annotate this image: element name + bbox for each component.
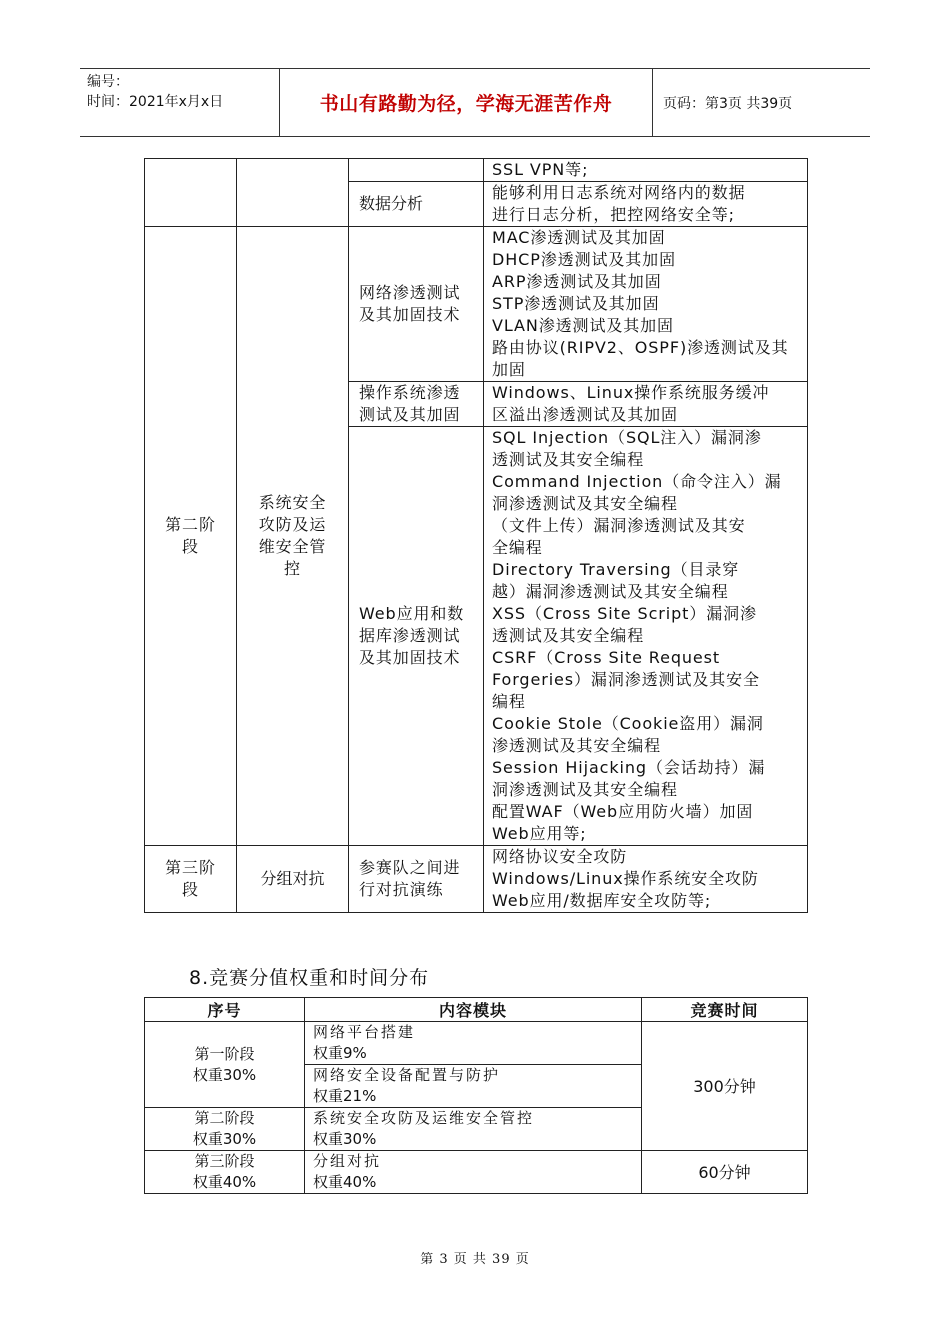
- topic-cell-empty: [237, 159, 349, 227]
- stage-weight: 权重40%: [192, 1173, 257, 1191]
- content-line: VLAN渗透测试及其加固: [492, 316, 674, 335]
- section-title: 8.竞赛分值权重和时间分布: [189, 967, 430, 989]
- module-label: 操作系统渗透测试及其加固: [359, 383, 461, 424]
- stage-cell: [145, 846, 237, 913]
- topic-cell: [237, 227, 349, 846]
- stage-label: 第二阶段: [165, 515, 216, 556]
- content-cell: [484, 382, 808, 427]
- table-header-row: [145, 998, 808, 1022]
- content-line: CSRF（Cross Site Request: [492, 648, 721, 667]
- stage-cell: [145, 1151, 305, 1194]
- time-cell: 300分钟: [642, 1022, 808, 1151]
- content-line: MAC渗透测试及其加固: [492, 228, 666, 247]
- module-cell: [305, 1108, 642, 1151]
- stage-cell-empty: [145, 159, 237, 227]
- content-line: Windows、Linux操作系统服务缓冲: [492, 383, 770, 402]
- content-line: 渗透测试及其安全编程: [492, 736, 662, 755]
- module-cell: [305, 1022, 642, 1065]
- module-cell: [349, 227, 484, 382]
- content-line: Directory Traversing（目录穿: [492, 560, 740, 579]
- content-line: 越）漏洞渗透测试及其安全编程: [492, 582, 729, 601]
- content-line: 进行日志分析，把控网络安全等;: [492, 205, 735, 224]
- module-label: Web应用和数据库渗透测试及其加固技术: [359, 604, 465, 667]
- module-cell-empty: [349, 159, 484, 182]
- module-name: 网络安全设备配置与防护: [313, 1066, 501, 1084]
- col-header-time: 竞赛时间: [642, 998, 808, 1022]
- content-line: 透测试及其安全编程: [492, 450, 645, 469]
- stage-weight: 权重30%: [192, 1065, 257, 1084]
- header-page-info: 页码：第3页 共39页: [663, 95, 793, 112]
- module-label: 网络渗透测试及其加固技术: [359, 283, 461, 324]
- content-cell: [484, 227, 808, 382]
- module-cell: [349, 382, 484, 427]
- content-line: Web应用/数据库安全攻防等;: [492, 891, 712, 910]
- content-line: Session Hijacking（会话劫持）漏: [492, 758, 766, 777]
- stage-weight: 权重30%: [192, 1130, 257, 1148]
- content-cell: [484, 846, 808, 913]
- content-line: 洞渗透测试及其安全编程: [492, 494, 678, 513]
- header-meta: [80, 69, 280, 136]
- content-cell: [484, 182, 808, 227]
- module-name: 网络平台搭建: [313, 1023, 416, 1041]
- module-cell: [349, 427, 484, 846]
- content-line: 透测试及其安全编程: [492, 626, 645, 645]
- topic-cell: 分组对抗: [237, 846, 349, 913]
- content-line: 洞渗透测试及其安全编程: [492, 780, 678, 799]
- stage-cell: [145, 1022, 305, 1108]
- content-line: 路由协议(RIPV2、OSPF)渗透测试及其加固: [492, 338, 789, 379]
- content-line: Forgeries）漏洞渗透测试及其安全: [492, 670, 760, 689]
- content-line: Web应用等;: [492, 824, 587, 843]
- stage-label: 第一阶段: [194, 1044, 255, 1063]
- table-row: [145, 1151, 808, 1194]
- module-cell: [305, 1065, 642, 1108]
- module-cell: [349, 846, 484, 913]
- content-line: 网络协议安全攻防: [492, 847, 628, 866]
- module-label: 参赛队之间进行对抗演练: [359, 858, 461, 899]
- content-line: 区溢出渗透测试及其加固: [492, 405, 678, 424]
- table-row: [145, 159, 808, 182]
- content-line: ARP渗透测试及其加固: [492, 272, 662, 291]
- content-line: SQL Injection（SQL注入）漏洞渗: [492, 428, 762, 447]
- module-weight: 权重40%: [313, 1173, 377, 1191]
- table-row: [145, 227, 808, 382]
- page-header: [80, 68, 870, 137]
- content-line: Windows/Linux操作系统安全攻防: [492, 869, 759, 888]
- stage-label: 第三阶段: [194, 1152, 255, 1170]
- module-name: 分组对抗: [313, 1152, 382, 1170]
- content-line: Cookie Stole（Cookie盗用）漏洞: [492, 714, 764, 733]
- content-cell: [484, 427, 808, 846]
- module-cell: 数据分析: [349, 182, 484, 227]
- page-footer: 第 3 页 共 39 页: [420, 1252, 530, 1267]
- content-line: 能够利用日志系统对网络内的数据: [492, 183, 746, 202]
- content-line: STP渗透测试及其加固: [492, 294, 660, 313]
- content-line: DHCP渗透测试及其加固: [492, 250, 676, 269]
- content-line: 编程: [492, 692, 526, 711]
- curriculum-table: [144, 158, 808, 913]
- serial-label: 编号：: [87, 74, 129, 90]
- topic-label: 系统安全攻防及运维安全管控: [258, 493, 327, 578]
- module-cell: [305, 1151, 642, 1194]
- time-label: 时间：2021年x月x日: [87, 94, 224, 110]
- content-cell: [484, 159, 808, 182]
- stage-label: 第二阶段: [194, 1109, 255, 1127]
- content-line: （文件上传）漏洞渗透测试及其安: [492, 516, 746, 535]
- stage-cell: [145, 227, 237, 846]
- module-weight: 权重30%: [313, 1130, 377, 1148]
- header-motto: 书山有路勤为径，学海无涯苦作舟: [280, 69, 653, 136]
- col-header-serial: 序号: [145, 998, 305, 1022]
- stage-cell: [145, 1108, 305, 1151]
- col-header-module: 内容模块: [305, 998, 642, 1022]
- content-line: Command Injection（命令注入）漏: [492, 472, 782, 491]
- content-line: 全编程: [492, 538, 543, 557]
- stage-label: 第三阶段: [165, 858, 216, 899]
- module-name: 系统安全攻防及运维安全管控: [313, 1109, 535, 1127]
- module-weight: 权重21%: [313, 1087, 377, 1105]
- content-line: XSS（Cross Site Script）漏洞渗: [492, 604, 757, 623]
- table-row: [145, 846, 808, 913]
- module-weight: 权重9%: [313, 1044, 367, 1062]
- time-cell: 60分钟: [642, 1151, 808, 1194]
- table-row: [145, 1022, 808, 1065]
- score-weight-table: [144, 997, 808, 1194]
- content-line: SSL VPN等;: [492, 160, 589, 179]
- content-line: 配置WAF（Web应用防火墙）加固: [492, 802, 754, 821]
